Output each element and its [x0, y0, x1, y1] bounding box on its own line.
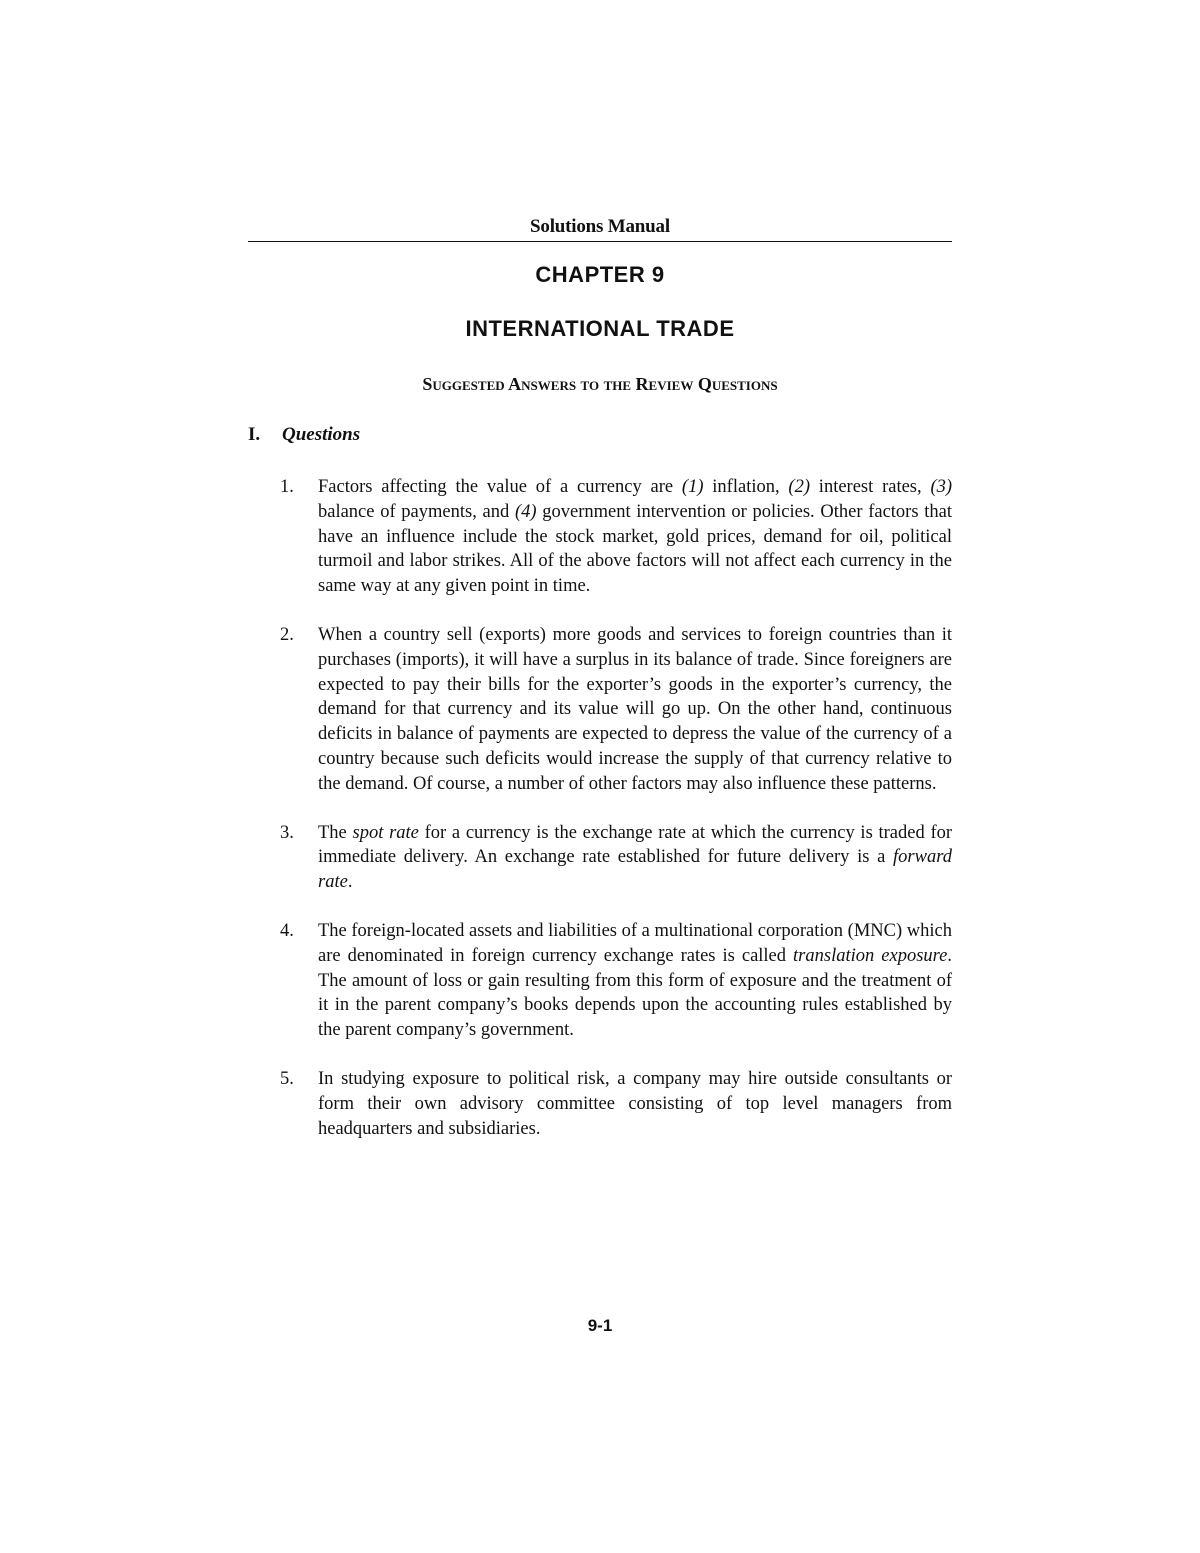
running-header: Solutions Manual: [530, 216, 670, 237]
item-text: In studying exposure to political risk, a company may hire outside consultants or form their own advisory committee consisting of top level managers from headquarters and subsidiaries.: [318, 1068, 952, 1139]
emphasis: forward rate: [318, 847, 952, 893]
header-rule: [248, 241, 952, 242]
item-number: 4.: [280, 920, 294, 941]
item-text: The: [318, 822, 353, 843]
emphasis: translation exposure: [793, 945, 948, 966]
item-text: When a country sell (exports) more goods and services to foreign countries than it purchases (imports), it will have a surplus in its balance of trade. Since foreigners are expected to pay their bills for the exporter’s goods in the exporter’s currency, the demand for that currency and its value will go up. On the other hand, continuous deficits in balance of payments are expected to depress the value of the currency of a country because such deficits would increase the supply of that currency relative to the demand. Of course, a number of other factors may also influence these patterns.: [318, 624, 952, 794]
section-number: I.: [248, 424, 261, 445]
item-text: balance of payments, and: [318, 501, 515, 522]
item-text: Factors affecting the value of a currency are: [318, 477, 682, 497]
item-text: inflation,: [703, 477, 789, 497]
item-text: .: [347, 872, 353, 893]
item-number: 3.: [280, 822, 294, 843]
emphasis: (2): [788, 477, 810, 497]
answer-item-5: [280, 1067, 952, 1141]
answer-item-3: [280, 821, 952, 895]
emphasis: (3): [930, 477, 953, 497]
item-text: . The amount of loss or gain resulting from this form of exposure and the treatment of it in the parent company’s books depends upon the accounting rules established by the parent company’s government.: [318, 945, 952, 1041]
emphasis: spot rate: [352, 822, 419, 843]
item-number: 1.: [280, 477, 294, 497]
emphasis: (4): [514, 501, 537, 522]
item-text: for a currency is the exchange rate at which the currency is traded for immediate delivery. An exchange rate established for future delivery is a: [318, 822, 953, 868]
chapter-title: INTERNATIONAL TRADE: [465, 316, 735, 341]
section-label: Questions: [282, 424, 361, 445]
answer-item-2: [280, 623, 952, 797]
section-subtitle: Suggested Answers to the Review Questions: [422, 374, 778, 394]
answer-item-4: [280, 919, 952, 1043]
item-number: 2.: [280, 624, 294, 645]
item-text: government intervention or policies. Other factors that have an influence include the stock market, gold prices, demand for oil, political turmoil and labor strikes. All of the above factors will not affect each currency in the same way at any given point in time.: [318, 501, 952, 597]
section-heading: [248, 424, 360, 446]
answer-item-1: [280, 475, 952, 599]
item-number: 5.: [280, 1068, 294, 1089]
chapter-heading: CHAPTER 9: [535, 262, 665, 287]
item-text: interest rates,: [810, 477, 931, 497]
emphasis: (1): [681, 477, 704, 497]
page-number: 9-1: [587, 1316, 613, 1335]
answer-list: [280, 475, 952, 1165]
item-text: The foreign-located assets and liabilities of a multinational corporation (MNC) which are denominated in foreign currency exchange rates is called: [318, 920, 952, 966]
